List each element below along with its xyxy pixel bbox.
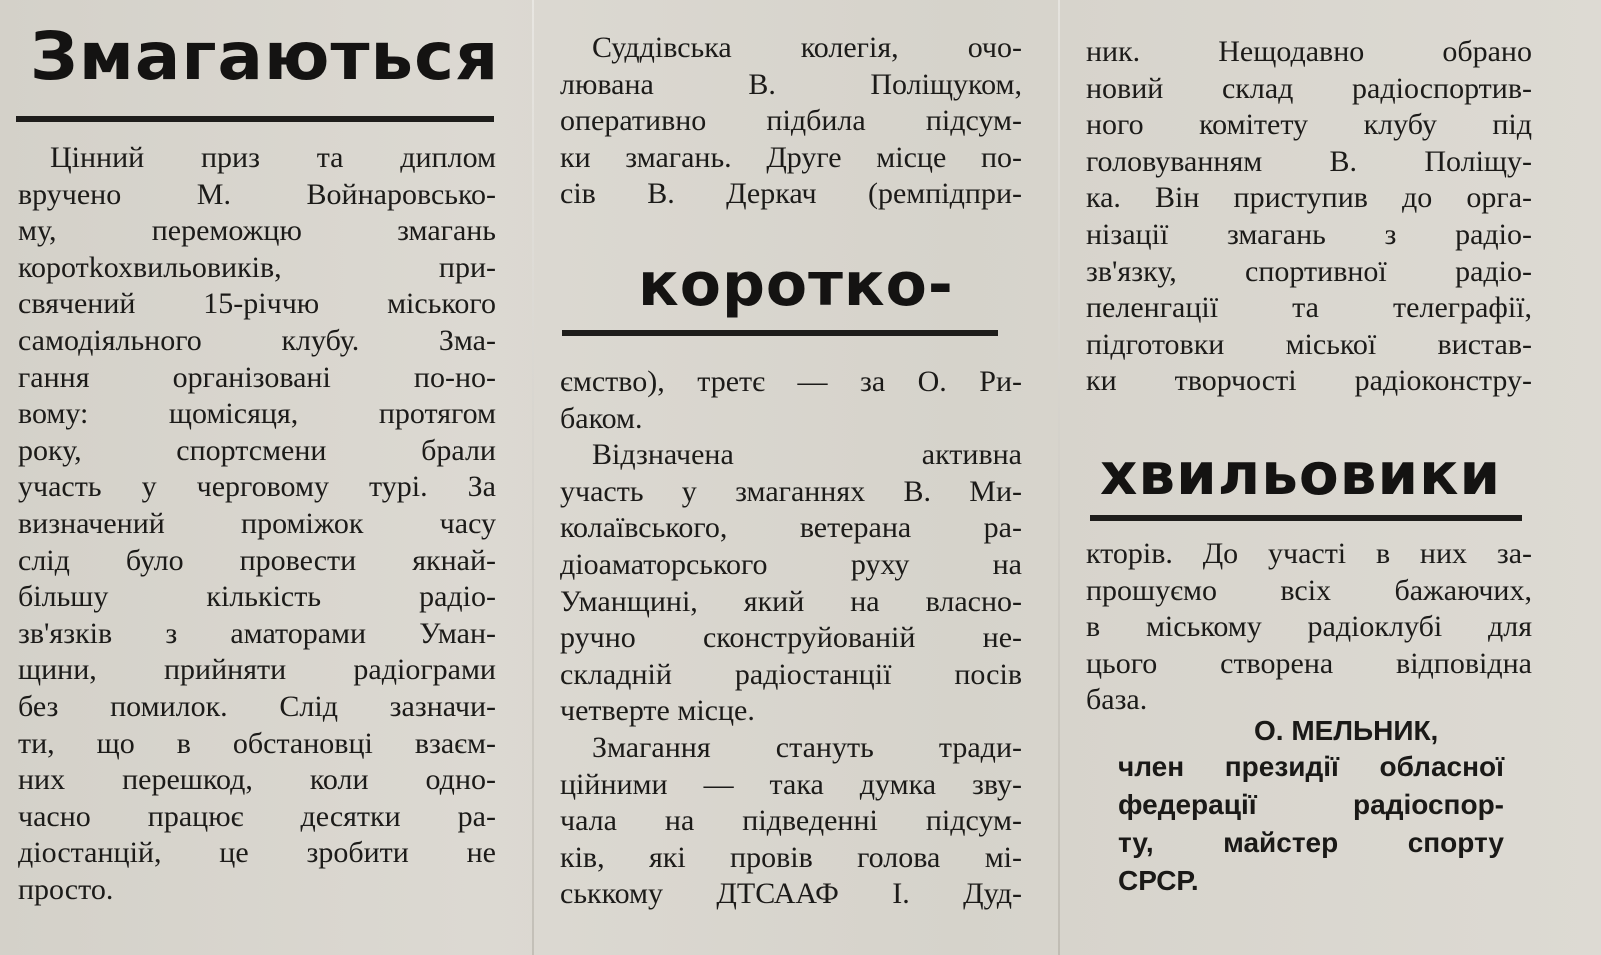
text-line: Суддівська колегія, очо- — [592, 31, 1022, 64]
text-line: база. — [1086, 683, 1148, 717]
text-line: ки творчості радіоконстру- — [1086, 364, 1532, 398]
text-line: більшу кількість радіо- — [18, 580, 496, 614]
headline-rule-2 — [562, 330, 998, 336]
text-line: просто. — [18, 873, 114, 906]
text-line: діостанцій, це зробити не — [18, 836, 496, 870]
text-line: ти, що в обстановці взаєм- — [18, 726, 496, 760]
text-line: ручно сконструйованій не- — [560, 621, 1022, 655]
text-line: зв'язків з аматорами Уман- — [18, 616, 496, 650]
headline-rule-1 — [16, 116, 494, 122]
text-line: визначений проміжок часу — [18, 507, 496, 540]
text-line: кторів. До участі в них за- — [1086, 537, 1532, 570]
text-line: ків, які провів голова мі- — [560, 840, 1022, 874]
author-name: О. МЕЛЬНИК, — [1254, 715, 1439, 746]
text-line: лювана В. Поліщуком, — [560, 67, 1022, 101]
text-line: Цінний приз та диплом — [50, 141, 496, 174]
text-line: підготовки міської вистав- — [1086, 327, 1532, 361]
text-line: ємство), третє — за О. Ри- — [560, 365, 1022, 398]
text-line: головуванням В. Поліщу- — [1086, 144, 1532, 178]
credential-line: федерації радіоспор- — [1118, 789, 1504, 820]
text-line: новий склад радіоспортив- — [1086, 71, 1532, 105]
headline-zmahaiutsia: Змагаються — [30, 18, 500, 95]
text-line: в міському радіоклубі для — [1086, 610, 1532, 644]
text-line: щини, прийняти радіограми — [18, 653, 496, 687]
text-line: пеленгації та телеграфії, — [1086, 291, 1532, 325]
text-line: свячений 15-річчю міського — [18, 287, 496, 321]
headline-korotko: коротко- — [638, 250, 954, 320]
text-line: участь у черговому турі. За — [18, 470, 496, 504]
text-line: ційними — така думка зву- — [560, 767, 1022, 801]
credential-line: ту, майстер спорту — [1118, 827, 1504, 858]
headline-rule-3 — [1090, 515, 1522, 521]
text-line: ки змагань. Друге місце по- — [560, 140, 1022, 174]
text-line: ник. Нещодавно обрано — [1086, 35, 1532, 68]
text-line: ного комітету клубу під — [1086, 108, 1532, 142]
text-line: вручено М. Войнаровсько- — [18, 177, 496, 211]
text-line: них перешкод, коли одно- — [18, 763, 496, 797]
text-line: складній радіостанції посів — [560, 657, 1022, 691]
text-line: без помилок. Слід зазначи- — [18, 690, 496, 723]
credential-line: СРСР. — [1118, 865, 1199, 896]
text-line: Відзначена активна — [592, 438, 1022, 472]
text-line: Уманщині, який на власно- — [560, 584, 1022, 618]
text-line: нізації змагань з радіо- — [1086, 218, 1532, 251]
text-line: сів В. Деркач (ремпідпри- — [560, 177, 1022, 211]
text-line: діоаматорського руху на — [560, 548, 1022, 581]
text-line: гання організовані по-но- — [18, 360, 496, 394]
credential-line: член президії обласної — [1118, 751, 1504, 782]
text-line: четверте місце. — [560, 694, 755, 728]
text-line: вому: щомісяця, протягом — [18, 397, 496, 431]
text-line: чала на підведенні підсум- — [560, 804, 1022, 838]
text-line: самодіяльного клубу. Зма- — [18, 324, 496, 357]
text-line: року, спортсмени брали — [18, 433, 496, 467]
text-line: колаївського, ветерана ра- — [560, 511, 1022, 545]
text-line: ськкому ДТСААФ І. Дуд- — [560, 877, 1022, 911]
text-line: Змагання стануть тради- — [592, 731, 1022, 764]
text-line: слід було провести якнай- — [18, 543, 496, 577]
column-fold — [1058, 0, 1060, 955]
text-line: баком. — [560, 401, 643, 435]
text-line: зв'язку, спортивної радіо- — [1086, 254, 1532, 288]
text-line: часно працює десятки ра- — [18, 799, 496, 833]
text-line: участь у змаганнях В. Ми- — [560, 474, 1022, 508]
column-fold — [532, 0, 534, 955]
text-line: коротkохвильовиків, при- — [18, 250, 496, 284]
text-line: му, переможцю змагань — [18, 214, 496, 248]
text-line: ка. Він приступив до орга- — [1086, 181, 1532, 215]
text-line: цього створена відповідна — [1086, 646, 1532, 680]
headline-khvylovyky: хвильовики — [1100, 440, 1502, 508]
text-line: прошуємо всіх бажаючих, — [1086, 573, 1532, 607]
text-line: оперативно підбила підсум- — [560, 104, 1022, 138]
